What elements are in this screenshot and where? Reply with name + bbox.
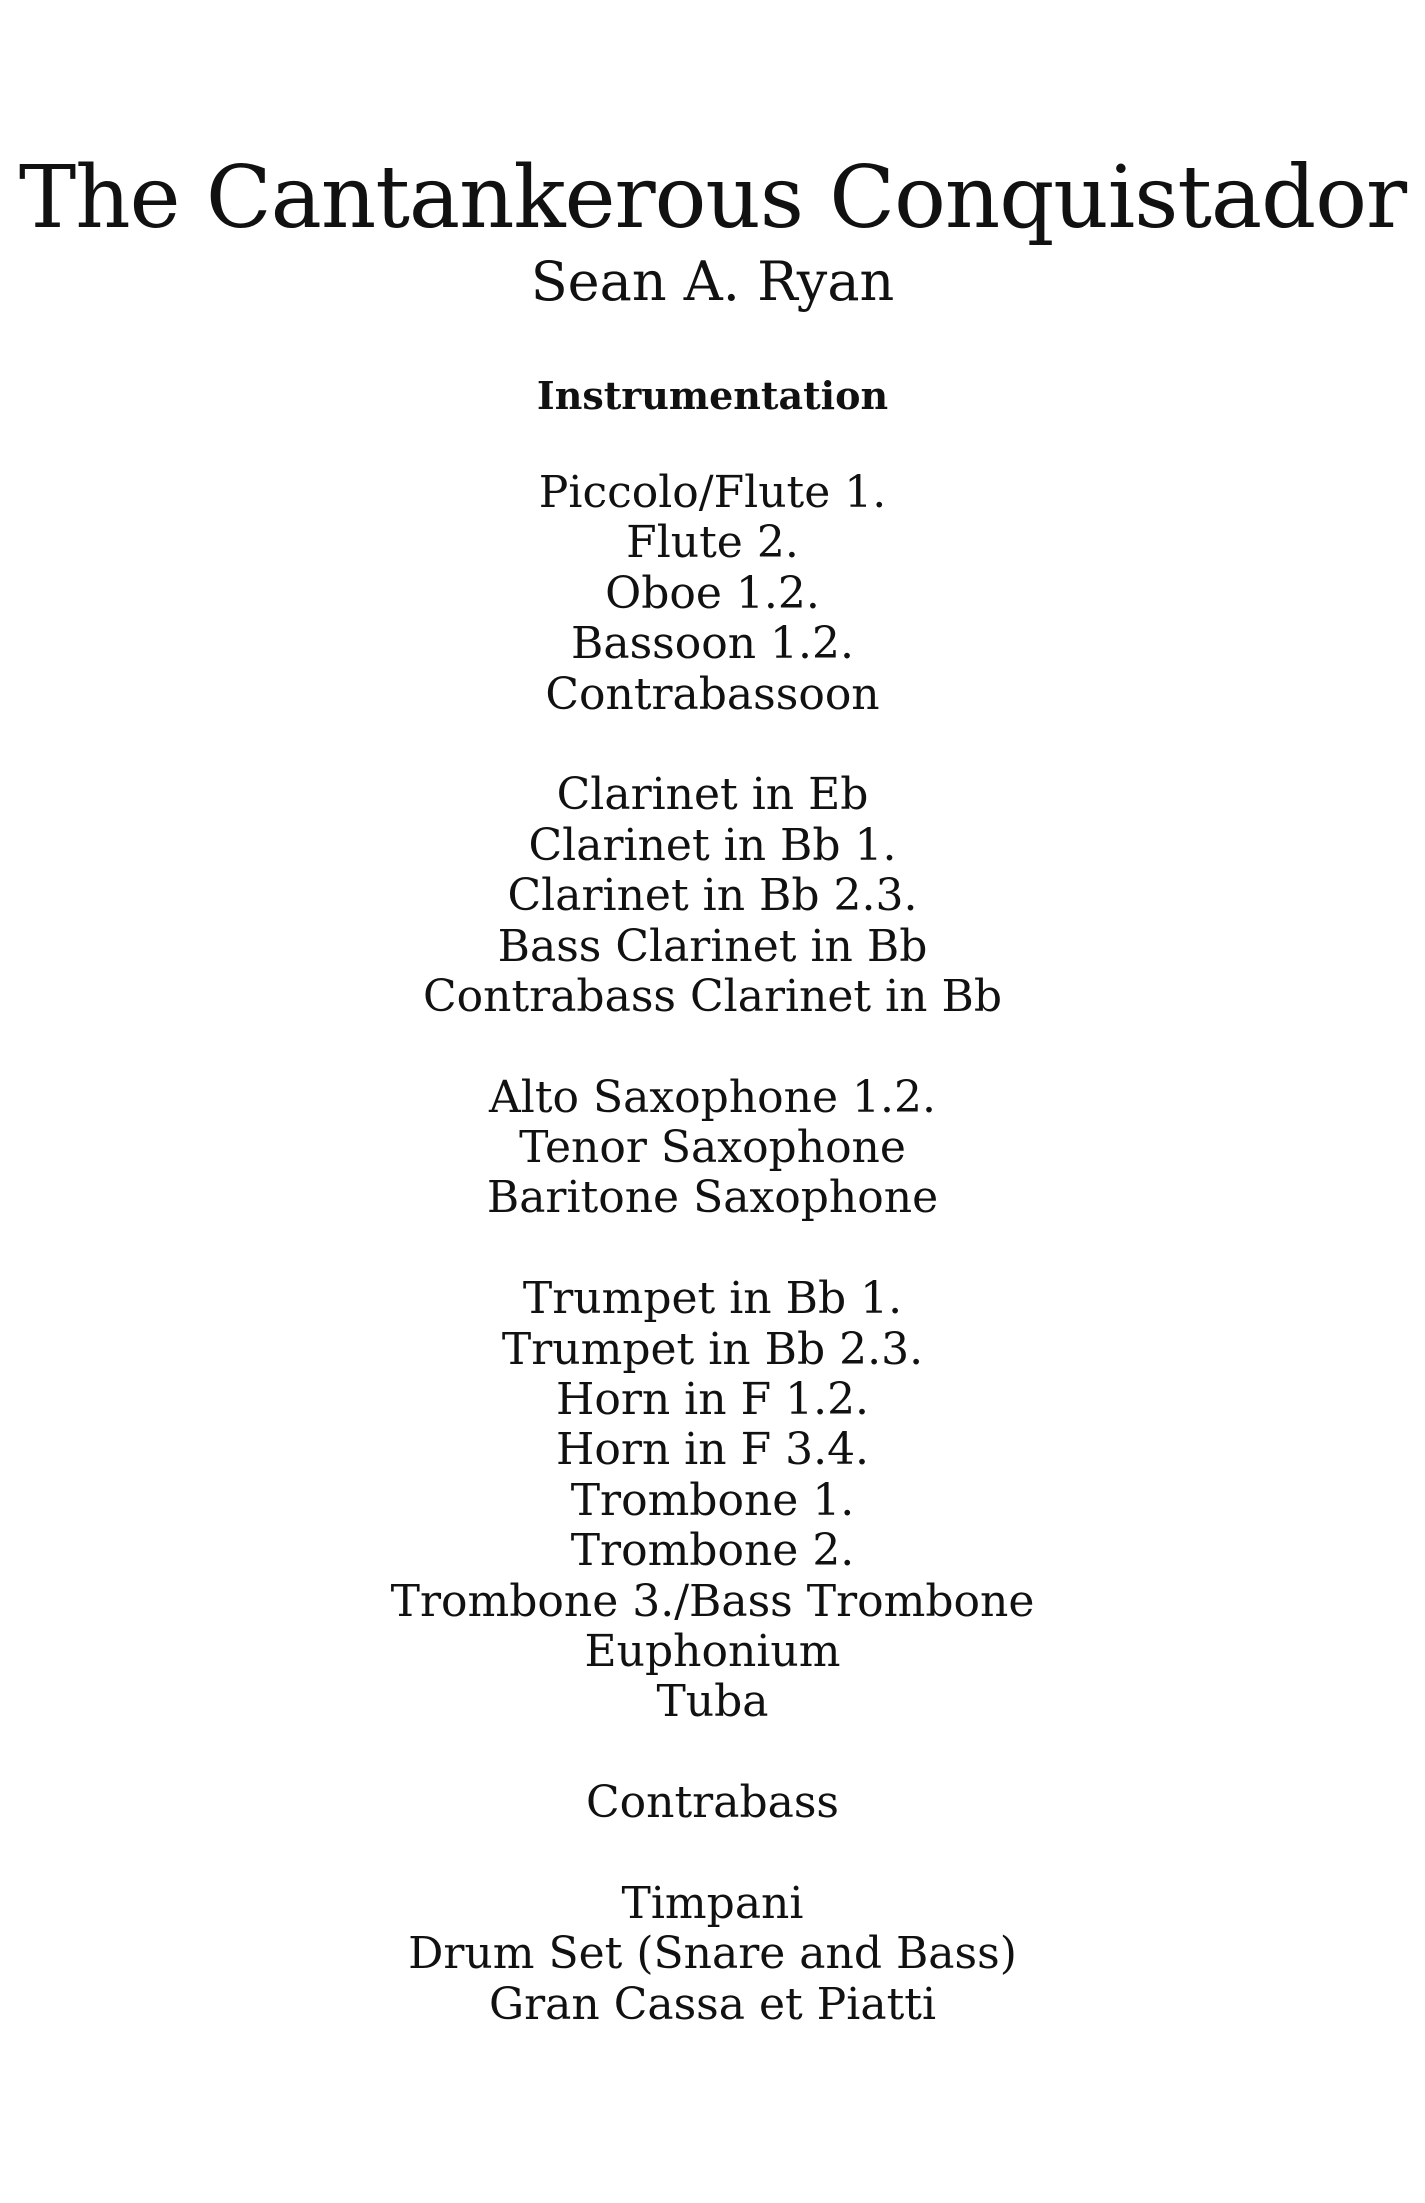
instrument-item: Timpani xyxy=(621,1877,804,1929)
instrument-item: Trumpet in Bb 1. xyxy=(522,1273,903,1325)
woodwinds-group xyxy=(0,468,1425,720)
instrument-item: Clarinet in Bb 2.3. xyxy=(507,870,918,922)
instrument-item: Trombone 3./Bass Trombone xyxy=(390,1575,1035,1627)
instrument-item: Contrabassoon xyxy=(545,668,880,720)
instrument-item: Bass Clarinet in Bb xyxy=(497,920,928,972)
instrument-item: Clarinet in Eb xyxy=(556,769,869,821)
instrument-item: Baritone Saxophone xyxy=(486,1172,939,1224)
saxophones-group xyxy=(0,1073,1425,1224)
instrument-item: Clarinet in Bb 1. xyxy=(528,819,897,871)
instrument-item: Horn in F 3.4. xyxy=(555,1424,870,1476)
instrument-item: Gran Cassa et Piatti xyxy=(488,1978,937,2030)
strings-group xyxy=(0,1778,1425,1828)
instrument-item: Trumpet in Bb 2.3. xyxy=(501,1323,924,1375)
instrument-item: Tuba xyxy=(656,1676,769,1728)
instrument-item: Euphonium xyxy=(584,1625,841,1677)
instrument-item: Piccolo/Flute 1. xyxy=(538,467,887,518)
instrument-item: Tenor Saxophone xyxy=(519,1122,906,1174)
clarinets-group xyxy=(0,770,1425,1022)
instrument-item: Oboe 1.2. xyxy=(605,567,820,619)
instrument-item: Contrabass Clarinet in Bb xyxy=(422,970,1002,1022)
instrument-item: Trombone 1. xyxy=(570,1474,855,1526)
instrument-item: Flute 2. xyxy=(626,517,799,569)
instrument-item: Alto Saxophone 1.2. xyxy=(488,1071,936,1123)
instrument-item: Bassoon 1.2. xyxy=(571,618,854,670)
instrument-item: Drum Set (Snare and Bass) xyxy=(408,1928,1017,1980)
percussion-group xyxy=(0,1879,1425,2030)
instrument-item: Contrabass xyxy=(586,1777,839,1829)
instrument-item: Horn in F 1.2. xyxy=(555,1374,870,1426)
instrument-list xyxy=(0,468,1425,2030)
instrument-item: Trombone 2. xyxy=(570,1525,855,1577)
score-title: The Cantankerous Conquistador xyxy=(18,148,1407,248)
brass-group xyxy=(0,1274,1425,1728)
instrumentation-heading: Instrumentation xyxy=(536,373,889,418)
composer-name: Sean A. Ryan xyxy=(530,250,895,313)
